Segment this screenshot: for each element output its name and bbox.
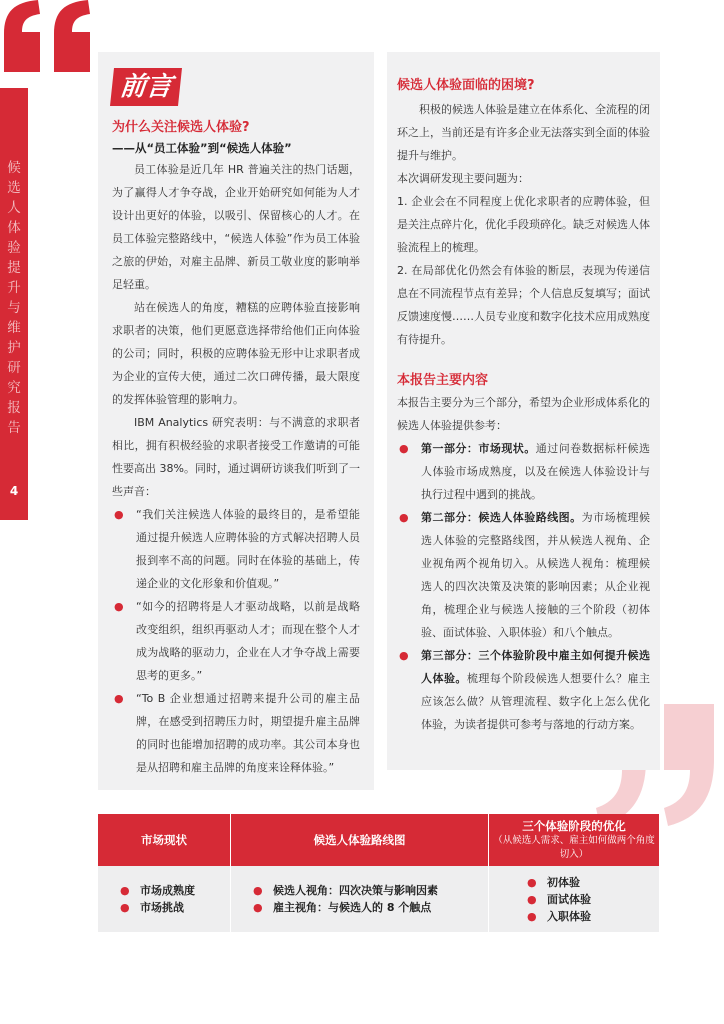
table-header-row xyxy=(98,814,659,866)
preface-badge: 前言 xyxy=(110,68,182,106)
parts-list xyxy=(397,437,650,736)
quote-item: ● “如今的招聘将是人才驱动战略，以前是战略改变组织，组织再驱动人才；而现在整个人才成为战略的驱动力，企业在人才争夺战上需要思考的更多。” xyxy=(112,595,360,687)
bullet-dot-icon: ● xyxy=(399,649,409,662)
challenges-heading: 候选人体验面临的困境? xyxy=(397,78,535,93)
side-bar xyxy=(0,88,28,520)
table-body-row xyxy=(98,866,659,932)
finding-1: 1. 企业会在不同程度上优化求职者的应聘体验，但是关注点碎片化，优化手段琐碎化。缺乏对候选人体验流程上的梳理。 xyxy=(397,195,650,254)
bullet-dot-icon: ● xyxy=(527,875,537,889)
bullet-dot-icon: ● xyxy=(527,909,537,923)
part-item: ● 第二部分：候选人体验路线图。为市场梳理候选人体验的完整路线图，并从候选人视角、企业视角两个视角切入。从候选人视角：梳理候选人的四次决策及决策的影响因素；从企业视角，梳理企业与候选人接触的三个阶段（初体验、面试体验、入职体验）和八个触点。 xyxy=(397,506,650,644)
bullet-dot-icon: ● xyxy=(114,600,124,613)
quote-list xyxy=(112,503,360,779)
findings-lead: 本次调研发现主要问题为： xyxy=(397,172,529,185)
bullet-dot-icon: ● xyxy=(399,442,409,455)
open-quote-mark-icon xyxy=(0,0,100,74)
preface-panel xyxy=(98,52,374,790)
structure-table xyxy=(98,814,659,932)
table-cell: ● 候选人视角：四次决策与影响因素 ● 雇主视角：与候选人的 8 个触点 xyxy=(231,866,489,932)
summary-panel xyxy=(387,52,660,770)
bullet-dot-icon: ● xyxy=(399,511,409,524)
bullet-dot-icon: ● xyxy=(253,901,263,914)
table-cell: ● 市场成熟度 ● 市场挑战 xyxy=(98,866,231,932)
report-title-vertical: 候选人体验提升与维护研究报告 xyxy=(7,160,21,436)
challenges-intro: 积极的候选人体验是建立在体系化、全流程的闭环之上，当前还是有许多企业无法落实到全面的体验提升与维护。 xyxy=(397,103,650,162)
bullet-dot-icon: ● xyxy=(114,508,124,521)
why-heading: 为什么关注候选人体验? xyxy=(112,120,250,135)
quote-item: ● “To B 企业想通过招聘来提升公司的雇主品牌，在感受到招聘压力时，期望提升雇主品牌的同时也能增加招聘的成功率。其公司本身也是从招聘和雇主品牌的角度来诠释体验。” xyxy=(112,687,360,779)
contents-summary: 本报告主要分为三个部分，希望为企业形成体系化的候选人体验提供参考： xyxy=(397,396,650,432)
why-subheading: ——从“员工体验”到“候选人体验” xyxy=(112,141,292,155)
bullet-dot-icon: ● xyxy=(527,892,537,906)
bullet-dot-icon: ● xyxy=(120,884,130,897)
page-number: 4 xyxy=(9,484,19,498)
part-item: ● 第一部分：市场现状。通过问卷数据标杆候选人体验市场成熟度，以及在候选人体验设计与执行过程中遇到的挑战。 xyxy=(397,437,650,506)
table-header-cell: 候选人体验路线图 xyxy=(231,814,489,866)
paragraph-2: 站在候选人的角度，糟糕的应聘体验直接影响求职者的决策，他们更愿意选择带给他们正向体验的公司；同时，积极的应聘体验无形中让求职者成为企业的宣传大使，通过二次口碑传播，最大限度的发挥体验管理的影响力。 xyxy=(112,301,360,406)
table-header-cell: 市场现状 xyxy=(98,814,231,866)
finding-2: 2. 在局部优化仍然会有体验的断层，表现为传递信息在不同流程节点有差异；个人信息反复填写；面试反馈速度慢……人员专业度和数字化技术应用成熟度有待提升。 xyxy=(397,264,650,346)
table-cell: ● 初体验 ● 面试体验 ● 入职体验 xyxy=(527,875,591,923)
bullet-dot-icon: ● xyxy=(114,692,124,705)
paragraph-3: IBM Analytics 研究表明：与不满意的求职者相比，拥有积极经验的求职者接受工作邀请的可能性要高出 38%。同时，通过调研访谈我们听到了一些声音： xyxy=(112,416,360,498)
part-item: ● 第三部分：三个体验阶段中雇主如何提升候选人体验。梳理每个阶段候选人想要什么？雇主应该怎么做？从管理流程、数字化上怎么优化体验，为读者提供可参考与落地的行动方案。 xyxy=(397,644,650,736)
contents-heading: 本报告主要内容 xyxy=(397,373,489,388)
table-header-cell: 三个体验阶段的优化 （从候选人需求、雇主如何做两个角度切入） xyxy=(493,819,655,860)
bullet-dot-icon: ● xyxy=(120,901,130,914)
paragraph-1: 员工体验是近几年 HR 普遍关注的热门话题，为了赢得人才争夺战，企业开始研究如何能为人才设计出更好的体验，以吸引、保留核心的人才。在员工体验完整路线中，“候选人体验”作为员工体验之旅的伊始，对雇主品牌、新员工敬业度的影响举足轻重。 xyxy=(112,163,360,291)
bullet-dot-icon: ● xyxy=(253,884,263,897)
quote-item: ● “我们关注候选人体验的最终目的，是希望能通过提升候选人应聘体验的方式解决招聘人员报到率不高的问题。同时在体验的基础上，传递企业的文化形象和价值观。” xyxy=(112,503,360,595)
